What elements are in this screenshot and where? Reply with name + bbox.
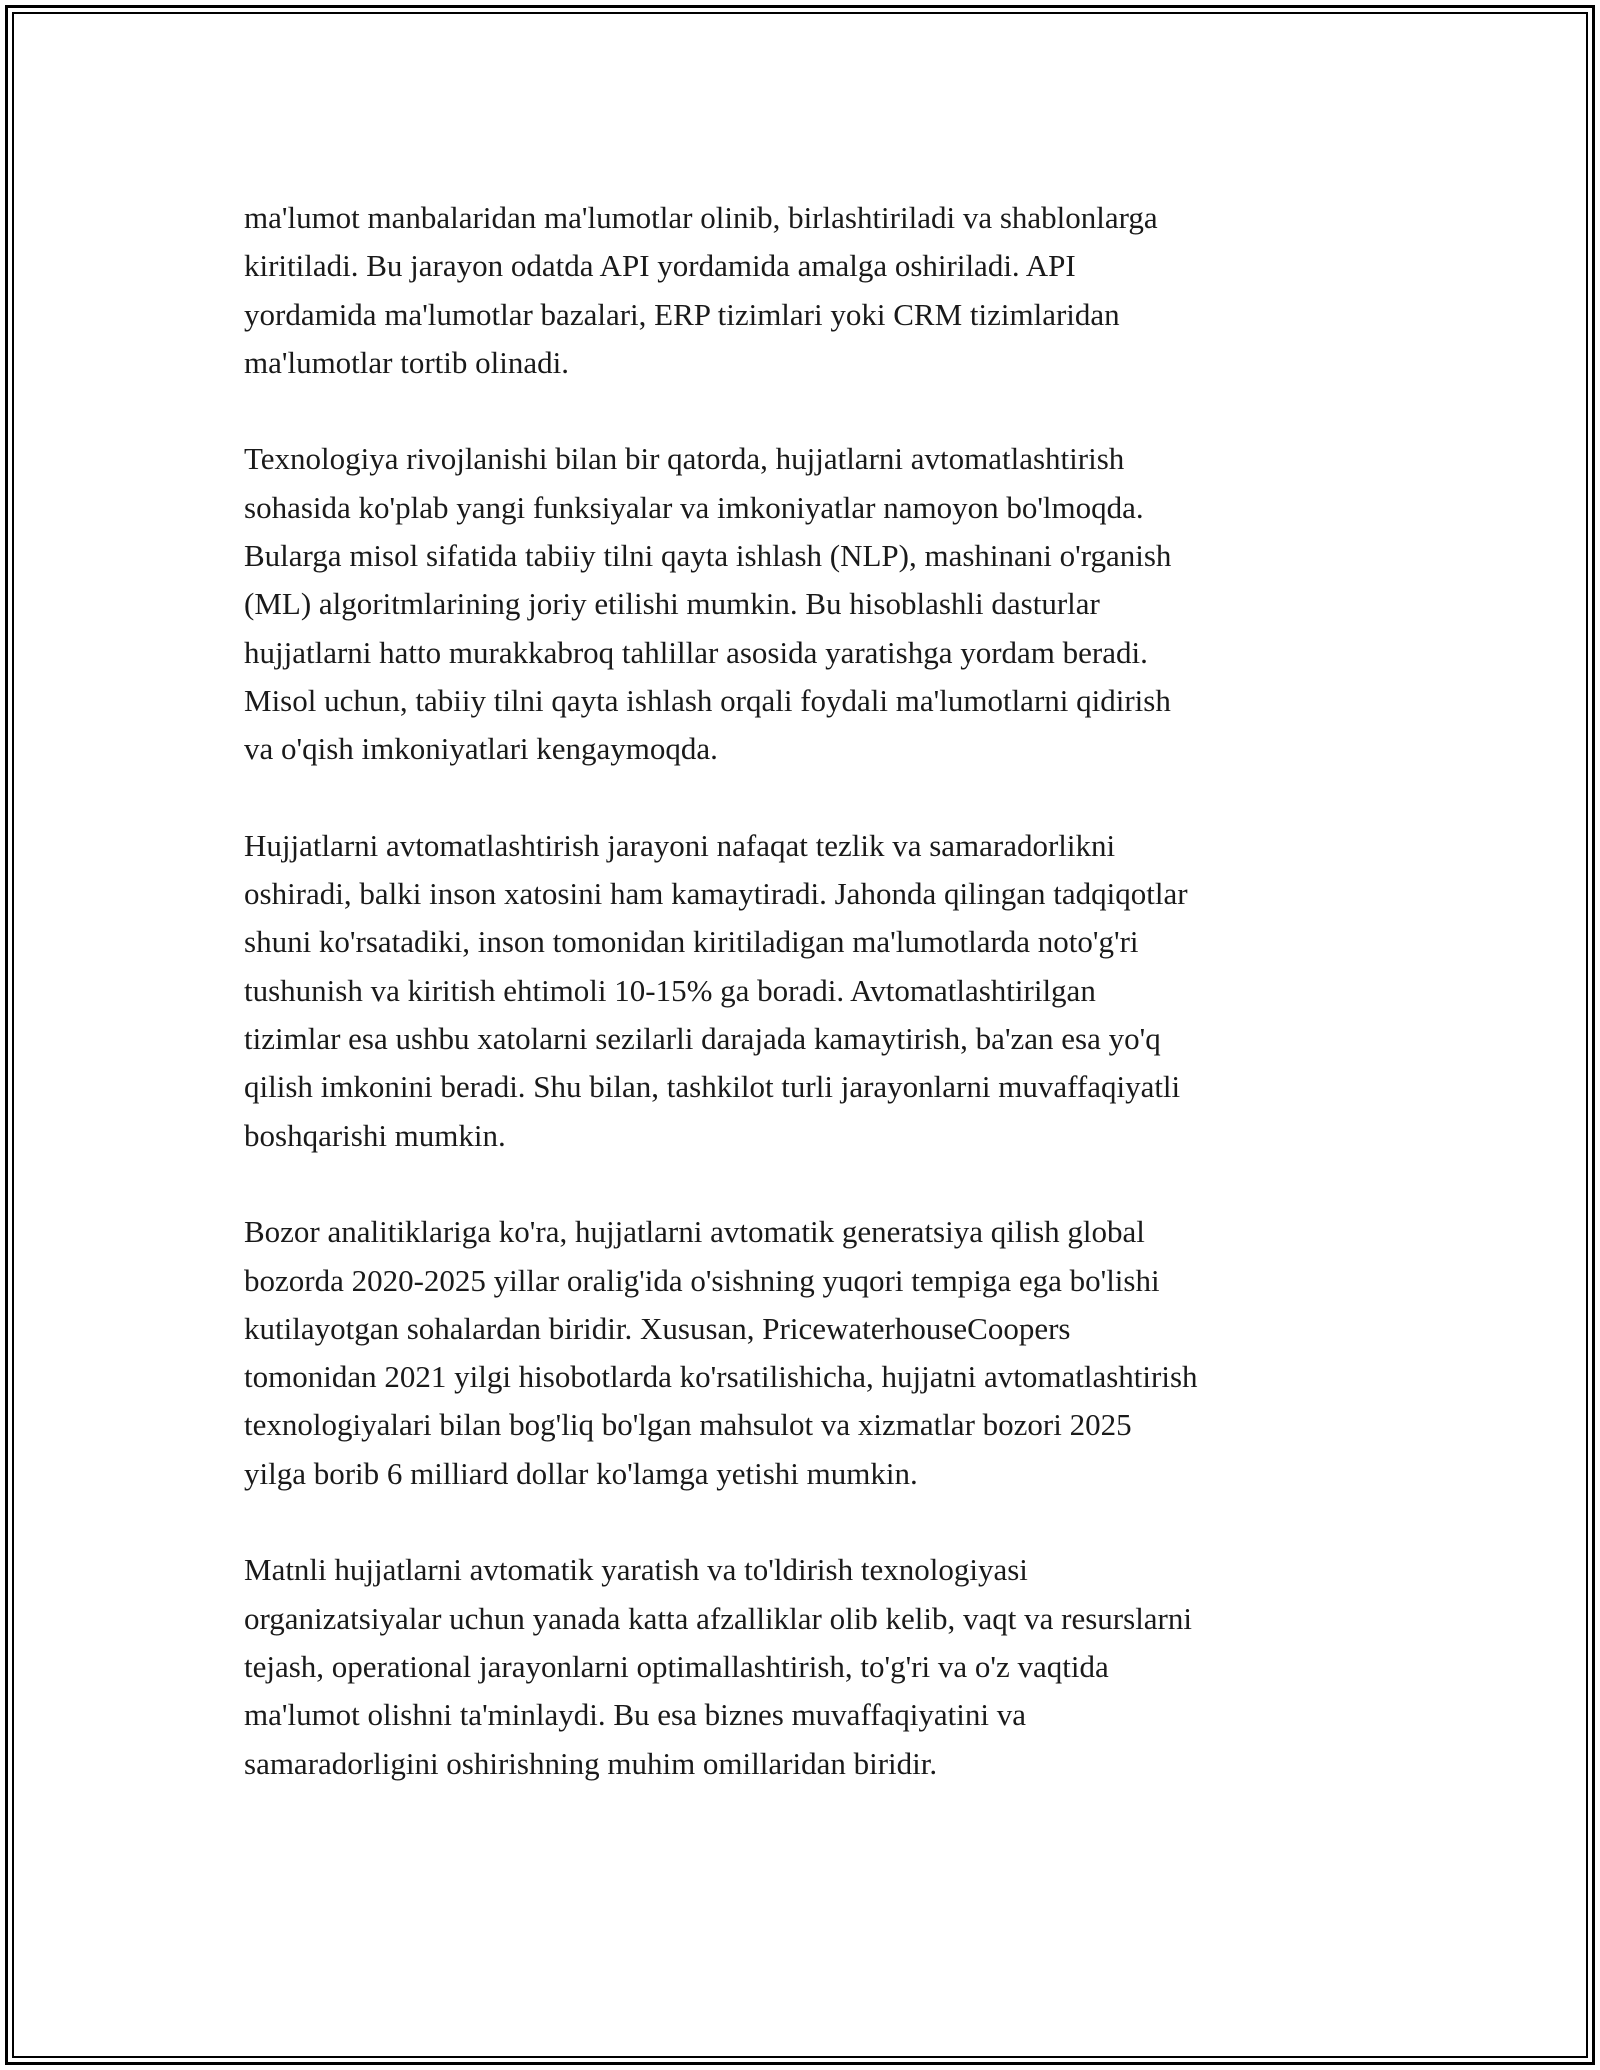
document-body: [244, 194, 1380, 1836]
text-line: yordamida ma'lumotlar bazalari, ERP tizimlari yoki CRM tizimlaridan: [244, 296, 1120, 332]
text-line: Texnologiya rivojlanishi bilan bir qatorda, hujjatlarni avtomatlashtirish: [244, 441, 1125, 477]
page-border: [5, 5, 1595, 2065]
paragraph-5: [244, 1546, 1380, 1787]
text-line: texnologiyalari bilan bog'liq bo'lgan mahsulot va xizmatlar bozori 2025: [244, 1407, 1132, 1443]
paragraph-4: [244, 1208, 1380, 1498]
text-line: tushunish va kiritish ehtimoli 10-15% ga boradi. Avtomatlashtirilgan: [244, 972, 1096, 1008]
text-line: organizatsiyalar uchun yanada katta afzalliklar olib kelib, vaqt va resurslarni: [244, 1600, 1192, 1636]
text-line: ma'lumot manbalaridan ma'lumotlar olinib, birlashtiriladi va shablonlarga: [244, 200, 1158, 235]
text-line: Bozor analitiklariga ko'ra, hujjatlarni avtomatik generatsiya qilish global: [244, 1214, 1145, 1250]
text-line: qilish imkonini beradi. Shu bilan, tashkilot turli jarayonlarni muvaffaqiyatli: [244, 1069, 1181, 1105]
text-line: sohasida ko'plab yangi funksiyalar va imkoniyatlar namoyon bo'lmoqda.: [244, 489, 1144, 525]
text-line: bozorda 2020-2025 yillar oralig'ida o'sishning yuqori tempiga ega bo'lishi: [244, 1262, 1160, 1298]
paragraph-1: [244, 194, 1380, 387]
paragraph-3: [244, 822, 1380, 1160]
text-line: Hujjatlarni avtomatlashtirish jarayoni nafaqat tezlik va samaradorlikni: [244, 827, 1116, 863]
paragraph-2: [244, 435, 1380, 773]
text-line: yilga borib 6 milliard dollar ko'lamga yetishi mumkin.: [244, 1455, 918, 1491]
text-line: boshqarishi mumkin.: [244, 1117, 506, 1153]
text-line: (ML) algoritmlarining joriy etilishi mumkin. Bu hisoblashli dasturlar: [244, 586, 1100, 622]
text-line: hujjatlarni hatto murakkabroq tahlillar asosida yaratishga yordam beradi.: [244, 634, 1148, 670]
text-line: kiritiladi. Bu jarayon odatda API yordamida amalga oshiriladi. API: [244, 248, 1076, 284]
text-line: kutilayotgan sohalardan biridir. Xususan, PricewaterhouseCoopers: [244, 1310, 1071, 1346]
text-line: ma'lumotlar tortib olinadi.: [244, 344, 570, 380]
text-line: samaradorligini oshirishning muhim omillaridan biridir.: [244, 1745, 938, 1781]
text-line: oshiradi, balki inson xatosini ham kamaytiradi. Jahonda qilingan tadqiqotlar: [244, 876, 1188, 912]
text-line: Matnli hujjatlarni avtomatik yaratish va to'ldirish texnologiyasi: [244, 1552, 1028, 1588]
text-line: va o'qish imkoniyatlari kengaymoqda.: [244, 731, 718, 767]
text-line: ma'lumot olishni ta'minlaydi. Bu esa biznes muvaffaqiyatini va: [244, 1697, 1027, 1733]
text-line: Misol uchun, tabiiy tilni qayta ishlash orqali foydali ma'lumotlarni qidirish: [244, 682, 1171, 718]
text-line: Bularga misol sifatida tabiiy tilni qayta ishlash (NLP), mashinani o'rganish: [244, 538, 1172, 574]
text-line: shuni ko'rsatadiki, inson tomonidan kiritiladigan ma'lumotlarda noto'g'ri: [244, 924, 1139, 960]
text-line: tomonidan 2021 yilgi hisobotlarda ko'rsatilishicha, hujjatni avtomatlashtirish: [244, 1359, 1198, 1395]
text-line: tizimlar esa ushbu xatolarni sezilarli darajada kamaytirish, ba'zan esa yo'q: [244, 1021, 1161, 1057]
text-line: tejash, operational jarayonlarni optimallashtirish, to'g'ri va o'z vaqtida: [244, 1648, 1109, 1684]
